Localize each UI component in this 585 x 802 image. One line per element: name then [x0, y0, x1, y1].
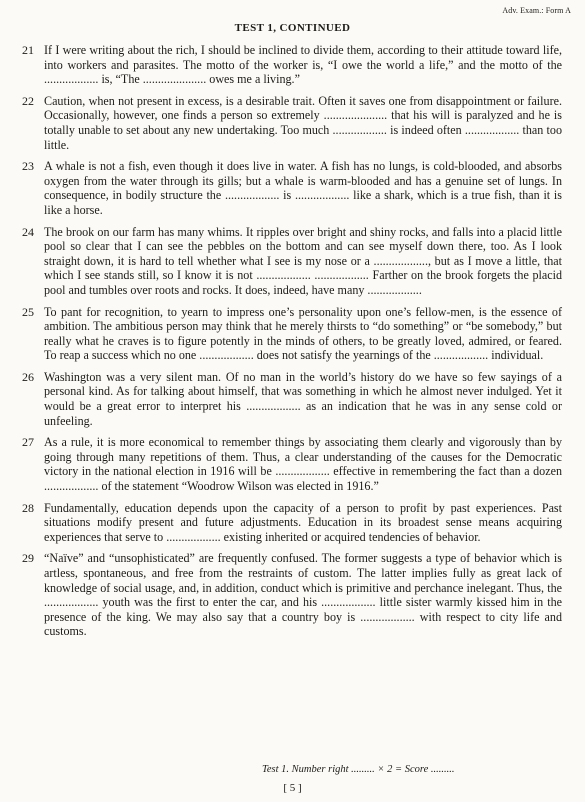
question-item [22, 551, 562, 639]
question-number: 29 [22, 551, 34, 566]
question-item [22, 94, 562, 152]
form-label: Adv. Exam.: Form A [502, 6, 571, 15]
question-item [22, 501, 562, 545]
question-text: If I were writing about the rich, I should be inclined to divide them, according to their attitude toward life, into workers and parasites. The motto of the worker is, “I owe the world a life,” and the motto of the .................. is, “The ..................... owes me a living.” [44, 43, 562, 87]
question-text: The brook on our farm has many whims. It ripples over bright and shiny rocks, and falls into a placid little pool so clear that I can see the pebbles on the bottom and can see myself down there, too. As I look straight down, it is hard to tell whether what I see is my nose or a .................., but as I move a little, that which I see stands still, so I know it is not .................. .................. Farther on the brook forgets the placid pool and tumbles over roots and rocks. It does, indeed, have many .................. [44, 224, 562, 297]
question-text: As a rule, it is more economical to remember things by associating them clearly and vigorously than by going through many repetitions of them. Thus, a clear understanding of the causes for the Democratic victory in the national election in 1916 will be .................. effective in remembering the fact than a dozen .................. of the statement “Woodrow Wilson was elected in 1916.” [44, 435, 562, 494]
question-number: 23 [22, 159, 34, 174]
question-item [22, 305, 562, 363]
question-list [22, 43, 562, 646]
question-number: 27 [22, 435, 34, 450]
question-number: 26 [22, 369, 34, 384]
page-title: TEST 1, CONTINUED [234, 22, 351, 34]
question-item [22, 435, 562, 493]
question-text: A whale is not a fish, even though it does live in water. A fish has no lungs, is cold-blooded, and absorbs oxygen from the water through its gills; but a whale is warm-blooded and has a genuine set of lungs. In consequence, in bodily structure the .................. is .................. like a shark, which is a true fish, than it is like a horse. [44, 159, 562, 217]
question-item [22, 370, 562, 428]
question-item [22, 43, 562, 87]
question-text: To pant for recognition, to yearn to impress one’s personality upon one’s fellow-men, is the essence of ambition. The ambitious person may think that he merely thirsts to “do something” or “be somebody,” but really what he craves is to figure potently in the minds of others, to be greatly loved, admired, or feared. To reap a success which no one .................. does not satisfy the yearnings of the .................. individual. [44, 304, 562, 363]
question-number: 28 [22, 500, 34, 515]
question-item [22, 159, 562, 217]
question-text: Caution, when not present in excess, is a desirable trait. Often it saves one from disappointment or failure. Occasionally, however, one finds a person so extremely ..................... that his will is paralyzed and he is totally unable to set about any new undertaking. Too much .................. is indeed often .................. than too little. [44, 93, 562, 152]
question-number: 24 [22, 224, 34, 239]
score-line: Test 1. Number right ......... × 2 = Score ......... [262, 764, 455, 775]
page-number: [ 5 ] [283, 782, 302, 794]
question-text: Fundamentally, education depends upon the capacity of a person to profit by past experiences. Past situations modify present and future adjustments. Education in its broadest sense means acquiring experiences that serve to .................. existing inherited or acquired tendencies of behavior. [44, 500, 562, 544]
question-number: 21 [22, 43, 34, 57]
question-text: “Naïve” and “unsophisticated” are frequently confused. The former suggests a type of behavior which is artless, spontaneous, and free from the restraints of custom. The latter implies fully as great lack of knowledge of social usage, and, in addition, conduct which is primitive and perchance inelegant. Thus, the .................. youth was the first to enter the car, and his .................. little sister warmly kissed him in the presence of the king. We may also say that a country boy is .................. with respect to city life and customs. [44, 551, 562, 639]
question-item [22, 225, 562, 298]
question-number: 25 [22, 304, 34, 319]
question-text: Washington was a very silent man. Of no man in the world’s history do we have so few sayings of a personal kind. As for talking about himself, that was something in which he almost never indulged. Yet it would be a great error to interpret his .................. as an indication that he was in any sense cold or unfeeling. [44, 369, 562, 428]
question-number: 22 [22, 93, 34, 108]
